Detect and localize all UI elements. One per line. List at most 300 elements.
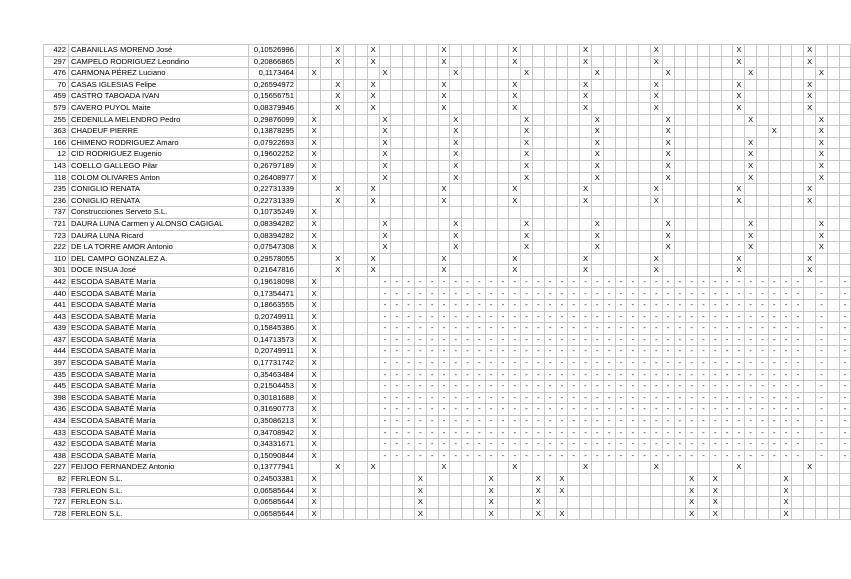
empty-cell bbox=[462, 56, 474, 68]
empty-cell bbox=[544, 462, 556, 474]
empty-cell bbox=[768, 462, 780, 474]
empty-cell bbox=[780, 126, 792, 138]
owner-name: FEIJOO FERNANDEZ Antonio bbox=[69, 462, 249, 474]
empty-cell bbox=[627, 68, 639, 80]
empty-cell bbox=[438, 160, 450, 172]
mark-x: X bbox=[379, 218, 391, 230]
empty-cell bbox=[403, 56, 415, 68]
mark-dash: - bbox=[497, 404, 509, 416]
empty-cell bbox=[355, 68, 367, 80]
empty-cell bbox=[639, 172, 651, 184]
mark-x: X bbox=[367, 253, 379, 265]
empty-cell bbox=[544, 473, 556, 485]
mark-dash: - bbox=[721, 311, 733, 323]
empty-cell bbox=[379, 508, 391, 520]
empty-cell bbox=[355, 473, 367, 485]
mark-dash: - bbox=[473, 381, 485, 393]
empty-cell bbox=[462, 137, 474, 149]
empty-cell bbox=[639, 68, 651, 80]
mark-dash: - bbox=[698, 439, 710, 451]
empty-cell bbox=[532, 56, 544, 68]
empty-cell bbox=[733, 207, 745, 219]
empty-cell bbox=[297, 427, 309, 439]
empty-cell bbox=[780, 195, 792, 207]
mark-x: X bbox=[509, 195, 521, 207]
empty-cell bbox=[768, 56, 780, 68]
empty-cell bbox=[344, 195, 356, 207]
row-id: 737 bbox=[44, 207, 69, 219]
mark-dash: - bbox=[650, 300, 662, 312]
table-row bbox=[44, 102, 851, 114]
owner-name: ESCODA SABATÉ María bbox=[69, 369, 249, 381]
mark-dash: - bbox=[792, 346, 804, 358]
empty-cell bbox=[344, 184, 356, 196]
mark-x: X bbox=[308, 358, 320, 370]
empty-cell bbox=[556, 79, 568, 91]
empty-cell bbox=[591, 195, 603, 207]
mark-dash: - bbox=[379, 334, 391, 346]
mark-dash: - bbox=[816, 381, 828, 393]
mark-dash: - bbox=[639, 323, 651, 335]
mark-dash: - bbox=[603, 450, 615, 462]
table-row bbox=[44, 218, 851, 230]
empty-cell bbox=[568, 230, 580, 242]
mark-x: X bbox=[650, 265, 662, 277]
empty-cell bbox=[733, 473, 745, 485]
coefficient: 0,30181688 bbox=[249, 392, 297, 404]
mark-dash: - bbox=[568, 416, 580, 428]
mark-x: X bbox=[308, 126, 320, 138]
empty-cell bbox=[615, 79, 627, 91]
mark-dash: - bbox=[674, 311, 686, 323]
empty-cell bbox=[544, 508, 556, 520]
empty-cell bbox=[367, 172, 379, 184]
empty-cell bbox=[532, 462, 544, 474]
empty-cell bbox=[827, 265, 839, 277]
empty-cell bbox=[497, 68, 509, 80]
mark-dash: - bbox=[568, 334, 580, 346]
empty-cell bbox=[568, 126, 580, 138]
empty-cell bbox=[816, 485, 828, 497]
mark-dash: - bbox=[839, 381, 851, 393]
empty-cell bbox=[367, 230, 379, 242]
mark-dash: - bbox=[462, 334, 474, 346]
empty-cell bbox=[662, 195, 674, 207]
empty-cell bbox=[473, 126, 485, 138]
empty-cell bbox=[698, 195, 710, 207]
empty-cell bbox=[615, 508, 627, 520]
mark-dash: - bbox=[450, 346, 462, 358]
empty-cell bbox=[627, 230, 639, 242]
empty-cell bbox=[379, 497, 391, 509]
mark-dash: - bbox=[615, 334, 627, 346]
empty-cell bbox=[686, 45, 698, 57]
empty-cell bbox=[497, 45, 509, 57]
empty-cell bbox=[414, 56, 426, 68]
empty-cell bbox=[355, 427, 367, 439]
empty-cell bbox=[603, 265, 615, 277]
empty-cell bbox=[473, 91, 485, 103]
empty-cell bbox=[733, 172, 745, 184]
mark-dash: - bbox=[450, 404, 462, 416]
row-id: 433 bbox=[44, 427, 69, 439]
row-id: 166 bbox=[44, 137, 69, 149]
mark-dash: - bbox=[568, 369, 580, 381]
owner-name: FERLEON S.L. bbox=[69, 508, 249, 520]
owner-name: CAVERO PUYOL Maite bbox=[69, 102, 249, 114]
empty-cell bbox=[792, 497, 804, 509]
empty-cell bbox=[521, 102, 533, 114]
empty-cell bbox=[698, 137, 710, 149]
empty-cell bbox=[473, 218, 485, 230]
empty-cell bbox=[757, 102, 769, 114]
empty-cell bbox=[438, 218, 450, 230]
mark-x: X bbox=[816, 137, 828, 149]
mark-dash: - bbox=[438, 439, 450, 451]
mark-dash: - bbox=[497, 276, 509, 288]
mark-x: X bbox=[733, 195, 745, 207]
mark-x: X bbox=[414, 485, 426, 497]
empty-cell bbox=[426, 149, 438, 161]
empty-cell bbox=[355, 172, 367, 184]
mark-dash: - bbox=[591, 346, 603, 358]
empty-cell bbox=[615, 102, 627, 114]
mark-dash: - bbox=[438, 450, 450, 462]
empty-cell bbox=[780, 207, 792, 219]
mark-dash: - bbox=[839, 450, 851, 462]
owner-name: CAMPELO RODRIGUEZ Leondino bbox=[69, 56, 249, 68]
empty-cell bbox=[414, 184, 426, 196]
mark-dash: - bbox=[686, 288, 698, 300]
empty-cell bbox=[320, 462, 332, 474]
empty-cell bbox=[757, 68, 769, 80]
mark-x: X bbox=[662, 126, 674, 138]
empty-cell bbox=[462, 68, 474, 80]
mark-x: X bbox=[438, 184, 450, 196]
mark-dash: - bbox=[556, 392, 568, 404]
empty-cell bbox=[473, 56, 485, 68]
owner-name: Construcciones Serveto S.L. bbox=[69, 207, 249, 219]
mark-dash: - bbox=[674, 427, 686, 439]
empty-cell bbox=[674, 137, 686, 149]
empty-cell bbox=[662, 45, 674, 57]
empty-cell bbox=[485, 230, 497, 242]
mark-dash: - bbox=[780, 450, 792, 462]
mark-x: X bbox=[745, 218, 757, 230]
empty-cell bbox=[308, 265, 320, 277]
empty-cell bbox=[556, 242, 568, 254]
empty-cell bbox=[521, 56, 533, 68]
empty-cell bbox=[698, 172, 710, 184]
mark-dash: - bbox=[721, 346, 733, 358]
empty-cell bbox=[344, 311, 356, 323]
empty-cell bbox=[745, 253, 757, 265]
mark-dash: - bbox=[839, 276, 851, 288]
empty-cell bbox=[804, 450, 816, 462]
empty-cell bbox=[674, 218, 686, 230]
empty-cell bbox=[603, 473, 615, 485]
mark-dash: - bbox=[438, 300, 450, 312]
empty-cell bbox=[297, 160, 309, 172]
mark-dash: - bbox=[379, 416, 391, 428]
empty-cell bbox=[804, 369, 816, 381]
empty-cell bbox=[509, 137, 521, 149]
mark-x: X bbox=[591, 137, 603, 149]
mark-dash: - bbox=[473, 276, 485, 288]
mark-x: X bbox=[745, 149, 757, 161]
mark-dash: - bbox=[580, 300, 592, 312]
mark-dash: - bbox=[674, 439, 686, 451]
mark-dash: - bbox=[698, 450, 710, 462]
mark-x: X bbox=[580, 102, 592, 114]
mark-dash: - bbox=[768, 323, 780, 335]
mark-x: X bbox=[556, 473, 568, 485]
row-id: 363 bbox=[44, 126, 69, 138]
mark-dash: - bbox=[485, 276, 497, 288]
empty-cell bbox=[297, 68, 309, 80]
empty-cell bbox=[804, 68, 816, 80]
mark-x: X bbox=[650, 195, 662, 207]
empty-cell bbox=[591, 473, 603, 485]
empty-cell bbox=[674, 485, 686, 497]
mark-dash: - bbox=[580, 323, 592, 335]
mark-dash: - bbox=[462, 381, 474, 393]
empty-cell bbox=[650, 207, 662, 219]
mark-dash: - bbox=[674, 404, 686, 416]
empty-cell bbox=[804, 172, 816, 184]
empty-cell bbox=[438, 473, 450, 485]
empty-cell bbox=[355, 311, 367, 323]
empty-cell bbox=[709, 184, 721, 196]
mark-dash: - bbox=[450, 334, 462, 346]
empty-cell bbox=[827, 230, 839, 242]
empty-cell bbox=[839, 184, 851, 196]
empty-cell bbox=[603, 195, 615, 207]
empty-cell bbox=[827, 56, 839, 68]
mark-x: X bbox=[438, 195, 450, 207]
empty-cell bbox=[603, 172, 615, 184]
mark-dash: - bbox=[674, 288, 686, 300]
coefficient: 0,15845386 bbox=[249, 323, 297, 335]
mark-dash: - bbox=[556, 450, 568, 462]
empty-cell bbox=[768, 497, 780, 509]
empty-cell bbox=[473, 497, 485, 509]
empty-cell bbox=[603, 91, 615, 103]
mark-x: X bbox=[379, 137, 391, 149]
empty-cell bbox=[639, 102, 651, 114]
mark-dash: - bbox=[698, 300, 710, 312]
mark-x: X bbox=[768, 126, 780, 138]
mark-dash: - bbox=[768, 288, 780, 300]
mark-dash: - bbox=[698, 404, 710, 416]
mark-x: X bbox=[379, 114, 391, 126]
mark-x: X bbox=[379, 149, 391, 161]
mark-dash: - bbox=[615, 311, 627, 323]
empty-cell bbox=[603, 485, 615, 497]
owner-name: CABANILLAS MORENO José bbox=[69, 45, 249, 57]
mark-x: X bbox=[379, 160, 391, 172]
mark-dash: - bbox=[391, 392, 403, 404]
empty-cell bbox=[297, 497, 309, 509]
mark-dash: - bbox=[509, 300, 521, 312]
mark-dash: - bbox=[379, 450, 391, 462]
mark-dash: - bbox=[768, 404, 780, 416]
mark-x: X bbox=[733, 45, 745, 57]
empty-cell bbox=[403, 114, 415, 126]
mark-x: X bbox=[308, 323, 320, 335]
mark-x: X bbox=[308, 276, 320, 288]
mark-dash: - bbox=[698, 346, 710, 358]
empty-cell bbox=[297, 45, 309, 57]
empty-cell bbox=[709, 230, 721, 242]
empty-cell bbox=[344, 462, 356, 474]
coefficient: 0,07547308 bbox=[249, 242, 297, 254]
empty-cell bbox=[686, 114, 698, 126]
mark-dash: - bbox=[438, 392, 450, 404]
empty-cell bbox=[827, 288, 839, 300]
owner-name: ESCODA SABATÉ María bbox=[69, 358, 249, 370]
mark-dash: - bbox=[792, 276, 804, 288]
mark-dash: - bbox=[532, 369, 544, 381]
empty-cell bbox=[462, 126, 474, 138]
empty-cell bbox=[757, 462, 769, 474]
empty-cell bbox=[568, 207, 580, 219]
mark-dash: - bbox=[615, 381, 627, 393]
mark-dash: - bbox=[580, 334, 592, 346]
mark-dash: - bbox=[603, 427, 615, 439]
mark-dash: - bbox=[780, 392, 792, 404]
empty-cell bbox=[462, 230, 474, 242]
mark-x: X bbox=[816, 230, 828, 242]
empty-cell bbox=[615, 149, 627, 161]
mark-dash: - bbox=[662, 381, 674, 393]
empty-cell bbox=[473, 137, 485, 149]
empty-cell bbox=[568, 462, 580, 474]
mark-dash: - bbox=[379, 323, 391, 335]
empty-cell bbox=[462, 149, 474, 161]
empty-cell bbox=[662, 497, 674, 509]
mark-dash: - bbox=[792, 416, 804, 428]
empty-cell bbox=[839, 79, 851, 91]
mark-dash: - bbox=[391, 323, 403, 335]
mark-dash: - bbox=[403, 288, 415, 300]
mark-dash: - bbox=[792, 427, 804, 439]
empty-cell bbox=[438, 497, 450, 509]
mark-dash: - bbox=[485, 450, 497, 462]
empty-cell bbox=[721, 68, 733, 80]
mark-dash: - bbox=[780, 358, 792, 370]
mark-dash: - bbox=[403, 381, 415, 393]
empty-cell bbox=[792, 253, 804, 265]
empty-cell bbox=[768, 265, 780, 277]
empty-cell bbox=[438, 485, 450, 497]
empty-cell bbox=[745, 45, 757, 57]
empty-cell bbox=[698, 91, 710, 103]
mark-x: X bbox=[650, 91, 662, 103]
mark-dash: - bbox=[509, 288, 521, 300]
empty-cell bbox=[792, 45, 804, 57]
empty-cell bbox=[473, 114, 485, 126]
mark-dash: - bbox=[639, 416, 651, 428]
empty-cell bbox=[804, 485, 816, 497]
mark-dash: - bbox=[426, 450, 438, 462]
empty-cell bbox=[344, 102, 356, 114]
empty-cell bbox=[355, 149, 367, 161]
mark-dash: - bbox=[698, 392, 710, 404]
row-id: 434 bbox=[44, 416, 69, 428]
empty-cell bbox=[580, 137, 592, 149]
empty-cell bbox=[827, 334, 839, 346]
mark-x: X bbox=[650, 253, 662, 265]
empty-cell bbox=[509, 114, 521, 126]
empty-cell bbox=[391, 485, 403, 497]
mark-x: X bbox=[650, 79, 662, 91]
empty-cell bbox=[438, 114, 450, 126]
empty-cell bbox=[780, 91, 792, 103]
mark-dash: - bbox=[391, 311, 403, 323]
mark-x: X bbox=[521, 172, 533, 184]
empty-cell bbox=[827, 381, 839, 393]
mark-x: X bbox=[367, 102, 379, 114]
empty-cell bbox=[580, 485, 592, 497]
mark-dash: - bbox=[521, 358, 533, 370]
mark-dash: - bbox=[780, 381, 792, 393]
mark-dash: - bbox=[473, 427, 485, 439]
empty-cell bbox=[438, 207, 450, 219]
mark-x: X bbox=[450, 242, 462, 254]
empty-cell bbox=[344, 497, 356, 509]
mark-x: X bbox=[804, 79, 816, 91]
mark-x: X bbox=[804, 462, 816, 474]
mark-dash: - bbox=[450, 300, 462, 312]
empty-cell bbox=[332, 149, 344, 161]
empty-cell bbox=[509, 230, 521, 242]
empty-cell bbox=[709, 172, 721, 184]
empty-cell bbox=[639, 91, 651, 103]
empty-cell bbox=[733, 230, 745, 242]
empty-cell bbox=[768, 242, 780, 254]
empty-cell bbox=[627, 473, 639, 485]
mark-x: X bbox=[556, 485, 568, 497]
empty-cell bbox=[344, 508, 356, 520]
mark-dash: - bbox=[580, 358, 592, 370]
mark-dash: - bbox=[721, 358, 733, 370]
empty-cell bbox=[320, 230, 332, 242]
empty-cell bbox=[768, 508, 780, 520]
row-id: 459 bbox=[44, 91, 69, 103]
empty-cell bbox=[297, 56, 309, 68]
empty-cell bbox=[344, 392, 356, 404]
owner-name: ESCODA SABATÉ María bbox=[69, 334, 249, 346]
mark-dash: - bbox=[580, 346, 592, 358]
mark-x: X bbox=[438, 265, 450, 277]
empty-cell bbox=[509, 485, 521, 497]
mark-dash: - bbox=[792, 334, 804, 346]
mark-dash: - bbox=[438, 323, 450, 335]
empty-cell bbox=[591, 462, 603, 474]
mark-dash: - bbox=[698, 288, 710, 300]
empty-cell bbox=[757, 497, 769, 509]
mark-dash: - bbox=[639, 300, 651, 312]
table-row bbox=[44, 300, 851, 312]
empty-cell bbox=[367, 369, 379, 381]
empty-cell bbox=[485, 149, 497, 161]
empty-cell bbox=[367, 427, 379, 439]
mark-x: X bbox=[816, 149, 828, 161]
mark-x: X bbox=[485, 485, 497, 497]
mark-x: X bbox=[733, 253, 745, 265]
empty-cell bbox=[804, 358, 816, 370]
